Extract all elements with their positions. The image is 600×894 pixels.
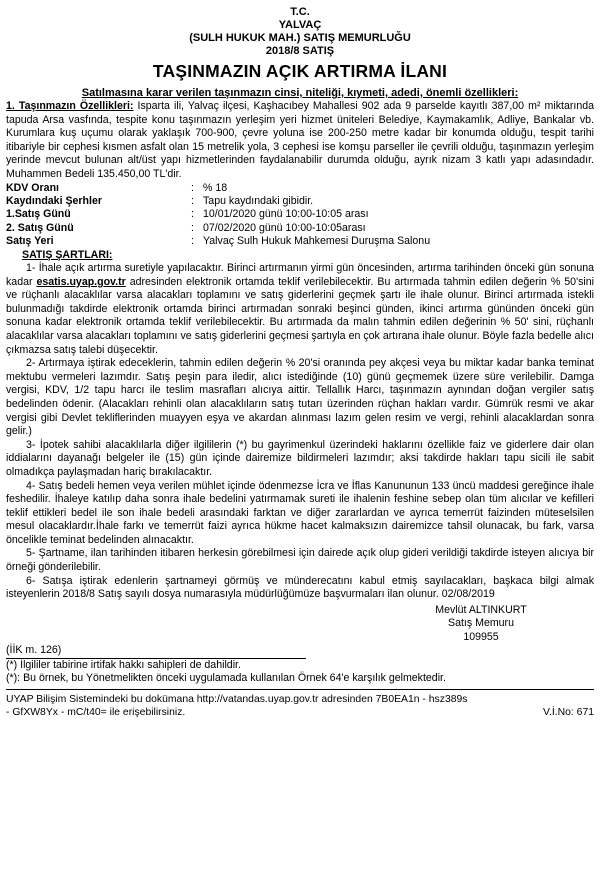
condition-2: 2- Artırmaya iştirak edeceklerin, tahmin edilen değerin % 20'si oranında pey akçesi veya bu miktar kadar banka teminat mektubu vermeleri lazımdır. Satış peşin para iledir, alıcı istediğinde (10) günü geçmemek üzere süre verilebilir. Damga vergisi, KDV, 1/2 tapu harcı ile teslim masrafları alıcıya aittir. Tellallık Harcı, taşınmazın aynından doğan vergiler satış bedelinden ödenir. (Alacakları rehinli olan alacaklıların satış tutarı üzerinden rüçhan hakları vardır. Gümrük resmi ve akar vergisi gibi Devlet tekliflerinden muayyen eşya ve akardan alınması lazım gelen resim ve vergi, rehinli alacaklardan sonra gelir.) bbox=[6, 357, 594, 438]
header-block bbox=[6, 6, 594, 58]
header-line-city: YALVAÇ bbox=[278, 19, 322, 31]
signer-role: Satış Memuru bbox=[448, 617, 514, 630]
condition-4: 4- Satış bedeli hemen veya verilen mühlet içinde ödenmezse İcra ve İflas Kanununun 133 üncü maddesi gereğince ihale feshedilir. İhaleye katılıp daha sonra ihale bedelini yatırmamak sureti ile ihalenin feshine sebep olan tüm alıcılar ve kefilleri teklif ettikleri bedel ile son ihale bedeli arasındaki farktan ve diğer zararlardan ve ayrıca temerrüt faizinden müteselsilen mesul olacaklardır.İhale farkı ve temerrüt faizi ayrıca hükme hacet kalmaksızın dairemizce tahsil olunacak, bu fark, varsa öncelikle teminat bedelinden alınacaktır. bbox=[6, 479, 594, 546]
detail-value: 07/02/2020 günü 10:00-10:05arası bbox=[203, 221, 366, 234]
footnote-1: (*) İlgililer tabirine irtifak hakkı sahipleri de dahildir. bbox=[6, 659, 241, 672]
signature-block bbox=[426, 604, 536, 644]
detail-value: Yalvaç Sulh Hukuk Mahkemesi Duruşma Salonu bbox=[203, 235, 431, 248]
footer-divider bbox=[6, 689, 594, 690]
condition-1-text-b: adresinden elektronik ortamda teklif verilebilecektir. Bu artırmada tahmin edilen değerin % 50'sini ve rüçhanlı alacaklılar varsa alacakları toplamını ve satış giderlerini geçmek şartı ile ihale olunur. Birinci artırmada istekli bulunmadığı takdirde elektronik ortamda birinci artırmadan sonraki beşinci günden, ikinci artırma gününden önceki gün sonuna kadar elektronik ortamda teklif verilebilecektir. Bu artırmada da malın tahmin edilen değerinin % 50' sini, rüçhanlı alacaklılar varsa alacakları toplamını ve satış giderlerini geçmesi şartıyla en çok artırana ihale olunur. Böyle fazla bedelle alıcı çıkmazsa satış talebi düşecektir. bbox=[6, 275, 594, 356]
footer-line-1: UYAP Bilişim Sistemindeki bu dokümana http://vatandas.uyap.gov.tr adresinden 7B0EA1n - hsz389s bbox=[6, 694, 468, 706]
detail-key: Kaydındaki Şerhler bbox=[6, 194, 102, 207]
condition-5: 5- Şartname, ilan tarihinden itibaren herkesin görebilmesi için dairede açık olup gideri verildiği takdirde isteyen alıcıya bir örneği gönderilebilir. bbox=[6, 547, 594, 574]
condition-3: 3- İpotek sahibi alacaklılarla diğer ilgililerin (*) bu gayrimenkul üzerindeki haklarını özellikle faiz ve giderlere dair olan iddialarını dayanağı belgeler ile (15) gün içinde dairemize bildirmeleri lazımdır; aksi takdirde hakları tapu sicili ile sabit olmadıkça paylaşmadan hariç bırakılacaktır. bbox=[6, 438, 594, 478]
esatis-link[interactable]: esatis.uyap.gov.tr bbox=[36, 275, 126, 288]
property-label: 1. Taşınmazın Özellikleri: bbox=[6, 100, 134, 112]
detail-key: 1.Satış Günü bbox=[6, 208, 71, 221]
detail-key: Satış Yeri bbox=[6, 235, 54, 248]
detail-row-sale2: 2. Satış Günü : 07/02/2020 günü 10:00-10:05arası bbox=[6, 222, 594, 235]
law-reference: (İİK m. 126) bbox=[6, 644, 62, 657]
conditions-title: SATIŞ ŞARTLARI: bbox=[22, 248, 113, 261]
header-line-office: (SULH HUKUK MAH.) SATIŞ MEMURLUĞU bbox=[189, 32, 411, 44]
detail-row-sale1: 1.Satış Günü : 10/01/2020 günü 10:00-10:05 arası bbox=[6, 208, 594, 221]
footer-line-2: - GfXW8Yx - mC/t40= ile erişebilirsiniz. bbox=[6, 707, 186, 719]
condition-1-text-a: 1- İhale açık artırma suretiyle yapılacaktır. Birinci artırmanın yirmi gün öncesinden, artırma tarihinden önceki gün sonuna kadar bbox=[6, 262, 594, 288]
footer bbox=[6, 693, 594, 719]
detail-key: 2. Satış Günü bbox=[6, 221, 74, 234]
signer-name: Mevlüt ALTINKURT bbox=[435, 603, 527, 616]
detail-row-place: Satış Yeri : Yalvaç Sulh Hukuk Mahkemesi Duruşma Salonu bbox=[6, 235, 594, 248]
detail-row-serhler: Kaydındaki Şerhler : Tapu kaydındaki gibidir. bbox=[6, 195, 594, 208]
detail-row-kdv: KDV Oranı : % 18 bbox=[6, 182, 594, 195]
header-line-case: 2018/8 SATIŞ bbox=[265, 45, 335, 57]
detail-key: KDV Oranı bbox=[6, 181, 59, 194]
property-text: Isparta ili, Yalvaç ilçesi, Kaşhacıbey Mahallesi 902 ada 9 parselde kayıtlı 387,00 m² miktarında tapuda Arsa vasfında, tespite konu taşınmazın yerleşim yeri hizmet üniteleri Belediye, Kaymakamlık, Adliye, Bankalar vb. Kurumlara kuş uçumu olarak yaklaşık 700-900, çevre yoluna ise 200-250 metre kadar bir konumda olduğu, tespit tarihi itibariyle bir cephesi kısmen asfalt olan 15 metrelik yola, 3 cephesi ise komşu parseller ile çevrili olduğu, taşınmazın yerleşim yerinde mevcut bulunan alt/üst yapı hizmetlerinden faydalanabilir durumda olduğu, ayrık nizam 3 katlı yapı adasındadır. Muhammen Bedeli 135.450,00 TL'dir. bbox=[6, 100, 594, 180]
detail-value: Tapu kaydındaki gibidir. bbox=[203, 194, 314, 207]
section-subtitle: Satılmasına karar verilen taşınmazın cinsi, niteliği, kıymeti, adedi, önemli özellikleri: bbox=[81, 87, 519, 99]
footer-row-2 bbox=[6, 706, 594, 719]
header-line-tc: T.C. bbox=[290, 6, 310, 18]
signer-number: 109955 bbox=[463, 630, 499, 643]
detail-value: 10/01/2020 günü 10:00-10:05 arası bbox=[203, 208, 369, 221]
property-description bbox=[6, 100, 594, 182]
footnote-2: (*): Bu örnek, bu Yönetmelikten önceki uygulamada kullanılan Örnek 64'e karşılık gelmektedir. bbox=[6, 672, 446, 685]
condition-1 bbox=[6, 262, 594, 357]
vi-number: V.İ.No: 671 bbox=[542, 707, 594, 719]
detail-value: % 18 bbox=[203, 181, 228, 194]
footnotes bbox=[6, 659, 594, 685]
details-list bbox=[6, 182, 594, 249]
condition-6: 6- Satışa iştirak edenlerin şartnameyi görmüş ve münderecatını kabul etmiş sayılacakları, başkaca bilgi almak isteyenlerin 2018/8 Satış sayılı dosya numarasıyla müdürlüğümüze başvurmaları ilan olunur. 02/08/2019 bbox=[6, 574, 594, 601]
page-title: TAŞINMAZIN AÇIK ARTIRMA İLANI bbox=[152, 61, 448, 81]
